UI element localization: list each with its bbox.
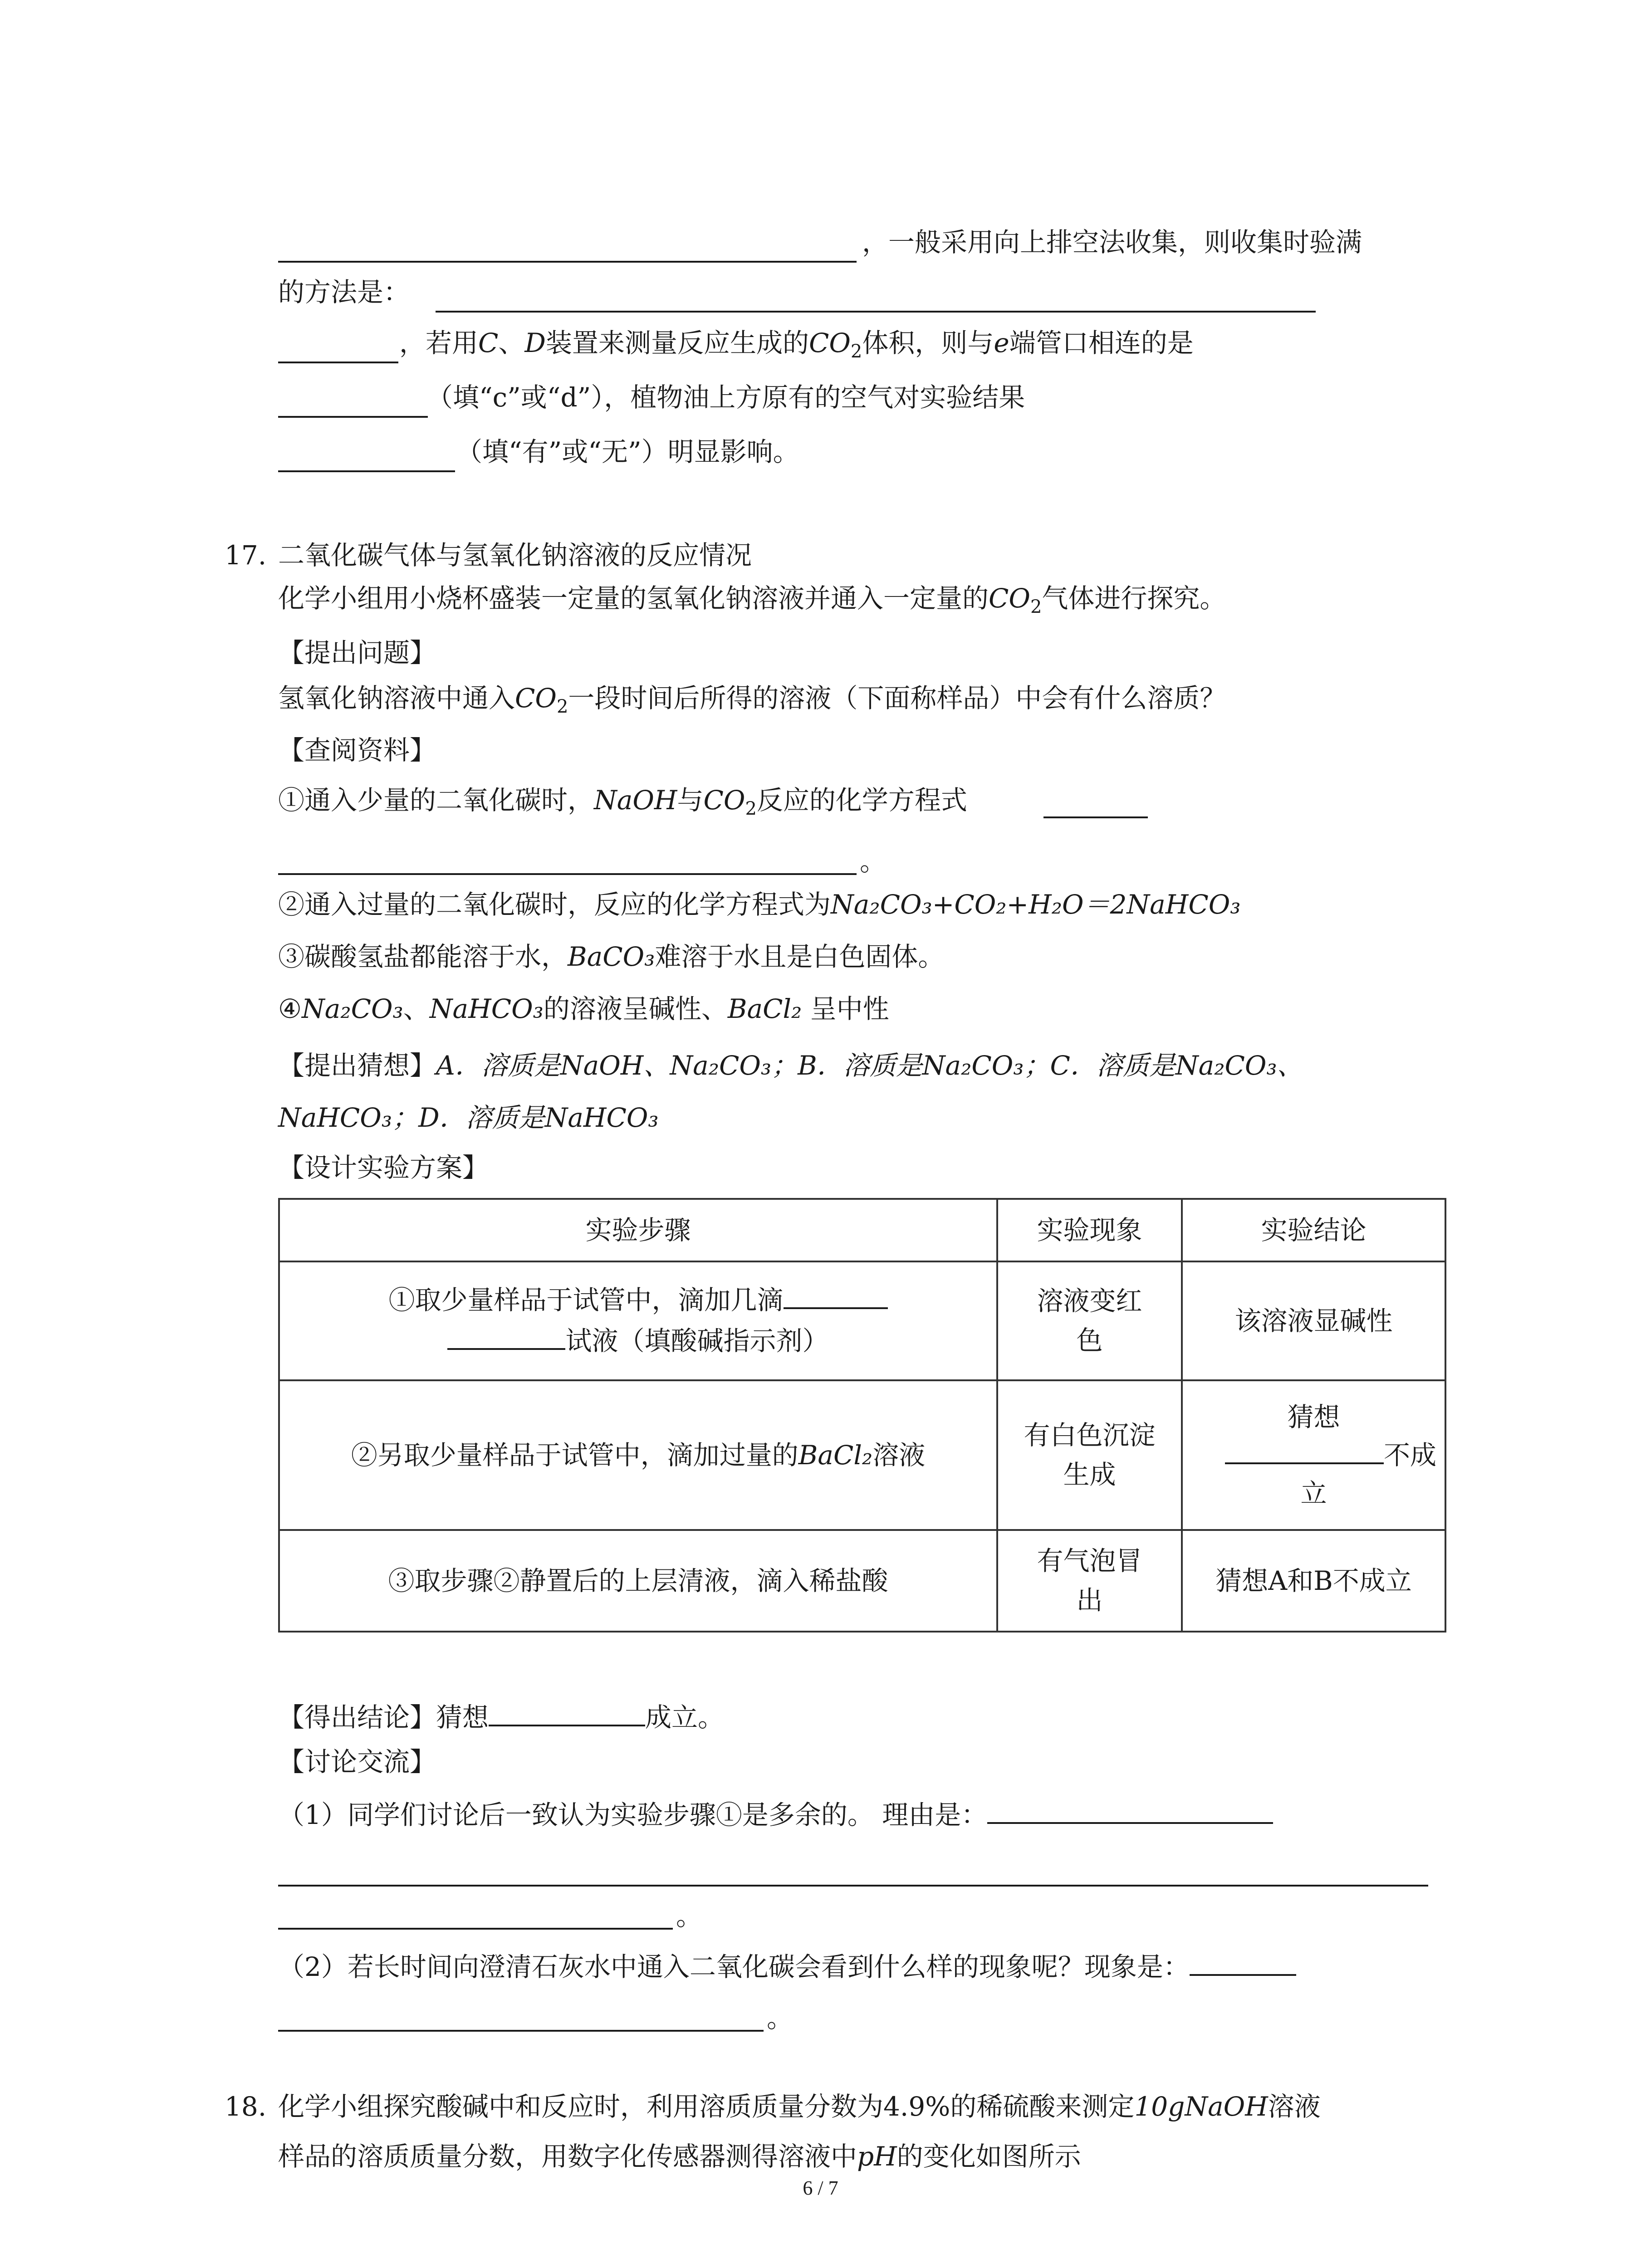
answer-blank[interactable]: [278, 1928, 673, 1930]
table-row: [279, 1261, 1445, 1380]
answer-blank[interactable]: [278, 470, 455, 472]
answer-blank[interactable]: [278, 1885, 1428, 1887]
section-heading: 【查阅资料】: [278, 735, 436, 766]
q17-guess: 【提出猜想】A．溶质是NaOH、Na₂CO₃；B．溶质是Na₂CO₃；C．溶质是Na₂CO₃、: [278, 1050, 1303, 1081]
q18-line1: 化学小组探究酸碱中和反应时，利用溶质质量分数为4.9%的稀硫酸来测定10gNaOH溶液: [278, 2091, 1321, 2122]
section-heading: 【提出问题】: [278, 637, 436, 668]
q17-info1-end: 。: [860, 846, 887, 877]
q17-guess-2: NaHCO₃；D．溶质是NaHCO₃: [278, 1102, 659, 1133]
q16-line4: （填“c”或“d”），植物油上方原有的空气对实验结果: [426, 382, 1025, 413]
q16-line2: 的方法是：: [278, 277, 410, 308]
answer-blank[interactable]: [436, 311, 1316, 313]
phenomenon-cell: 有白色沉淀 生成: [997, 1380, 1182, 1530]
q17-discuss-2-end: 。: [767, 2003, 794, 2033]
question-title: 二氧化碳气体与氢氧化钠溶液的反应情况: [278, 540, 752, 571]
conclusion-cell: 该溶液显碱性: [1182, 1261, 1445, 1380]
q16-line3: ，若用C、D装置来测量反应生成的$CO_2$体积，则与e端管口相连的是: [399, 327, 1194, 362]
q17-discuss-2: （2）若长时间向澄清石灰水中通入二氧化碳会看到什么样的现象呢？现象是：: [278, 1950, 1296, 1980]
experiment-table: [278, 1198, 1446, 1633]
header-cell: 实验结论: [1182, 1199, 1445, 1261]
answer-blank[interactable]: [489, 1701, 645, 1726]
q18-line2: 样品的溶质质量分数，用数字化传感器测得溶液中pH的变化如图所示: [278, 2141, 1081, 2172]
table-row: [279, 1380, 1445, 1530]
table-row: [279, 1530, 1445, 1632]
answer-blank[interactable]: [784, 1284, 888, 1309]
q17-problem: 氢氧化钠溶液中通入$CO_2$一段时间后所得的溶液（下面称样品）中会有什么溶质？: [278, 683, 1226, 717]
answer-blank[interactable]: [447, 1325, 565, 1350]
question-number: 18.: [225, 2091, 267, 2122]
step-cell: ①取少量样品于试管中，滴加几滴 试液（填酸碱指示剂）: [279, 1261, 997, 1380]
table-header-row: [279, 1199, 1445, 1261]
section-heading: 【设计实验方案】: [278, 1152, 489, 1183]
page-number: 6 / 7: [803, 2177, 838, 2199]
answer-blank[interactable]: [1190, 1950, 1296, 1976]
phenomenon-cell: 有气泡冒 出: [997, 1530, 1182, 1632]
header-cell: 实验步骤: [279, 1199, 997, 1261]
q17-info1: ①通入少量的二氧化碳时，NaOH与$CO_2$反应的化学方程式: [278, 785, 967, 819]
header-cell: 实验现象: [997, 1199, 1182, 1261]
question-number: 17.: [225, 540, 267, 571]
conclusion-cell: 猜想A和B不成立: [1182, 1530, 1445, 1632]
q17-info4: ④Na₂CO₃、NaHCO₃的溶液呈碱性、BaCl₂ 呈中性: [278, 993, 889, 1024]
step-cell: ②另取少量样品于试管中，滴加过量的BaCl₂溶液: [279, 1380, 997, 1530]
conclusion-cell: 猜想 不成 立: [1182, 1380, 1445, 1530]
step-cell: ③取步骤②静置后的上层清液，滴入稀盐酸: [279, 1530, 997, 1632]
answer-blank[interactable]: [278, 873, 857, 875]
q17-info2: ②通入过量的二氧化碳时，反应的化学方程式为Na₂CO₃+CO₂+H₂O＝2NaHCO₃: [278, 889, 1241, 920]
q17-discuss-1-end: 。: [676, 1901, 703, 1931]
q16-line5: （填“有”或“无”）明显影响。: [456, 436, 799, 467]
answer-blank[interactable]: [278, 2030, 764, 2032]
answer-blank[interactable]: [1225, 1439, 1384, 1464]
phenomenon-cell: 溶液变红 色: [997, 1261, 1182, 1380]
q17-info3: ③碳酸氢盐都能溶于水，BaCO₃难溶于水且是白色固体。: [278, 941, 945, 972]
answer-blank[interactable]: [987, 1799, 1273, 1824]
q16-line1: ，一般采用向上排空法收集，则收集时验满: [862, 227, 1362, 258]
answer-blank[interactable]: [1043, 816, 1148, 818]
answer-blank[interactable]: [278, 362, 398, 363]
answer-blank[interactable]: [278, 416, 428, 418]
answer-blank[interactable]: [278, 261, 857, 263]
q17-discuss-1: （1）同学们讨论后一致认为实验步骤①是多余的。 理由是：: [278, 1799, 1273, 1828]
section-heading: 【讨论交流】: [278, 1746, 436, 1777]
q17-intro: 化学小组用小烧杯盛装一定量的氢氧化钠溶液并通入一定量的$CO_2$气体进行探究。: [278, 583, 1226, 617]
q17-conclusion: 【得出结论】猜想 成立。: [278, 1702, 725, 1733]
